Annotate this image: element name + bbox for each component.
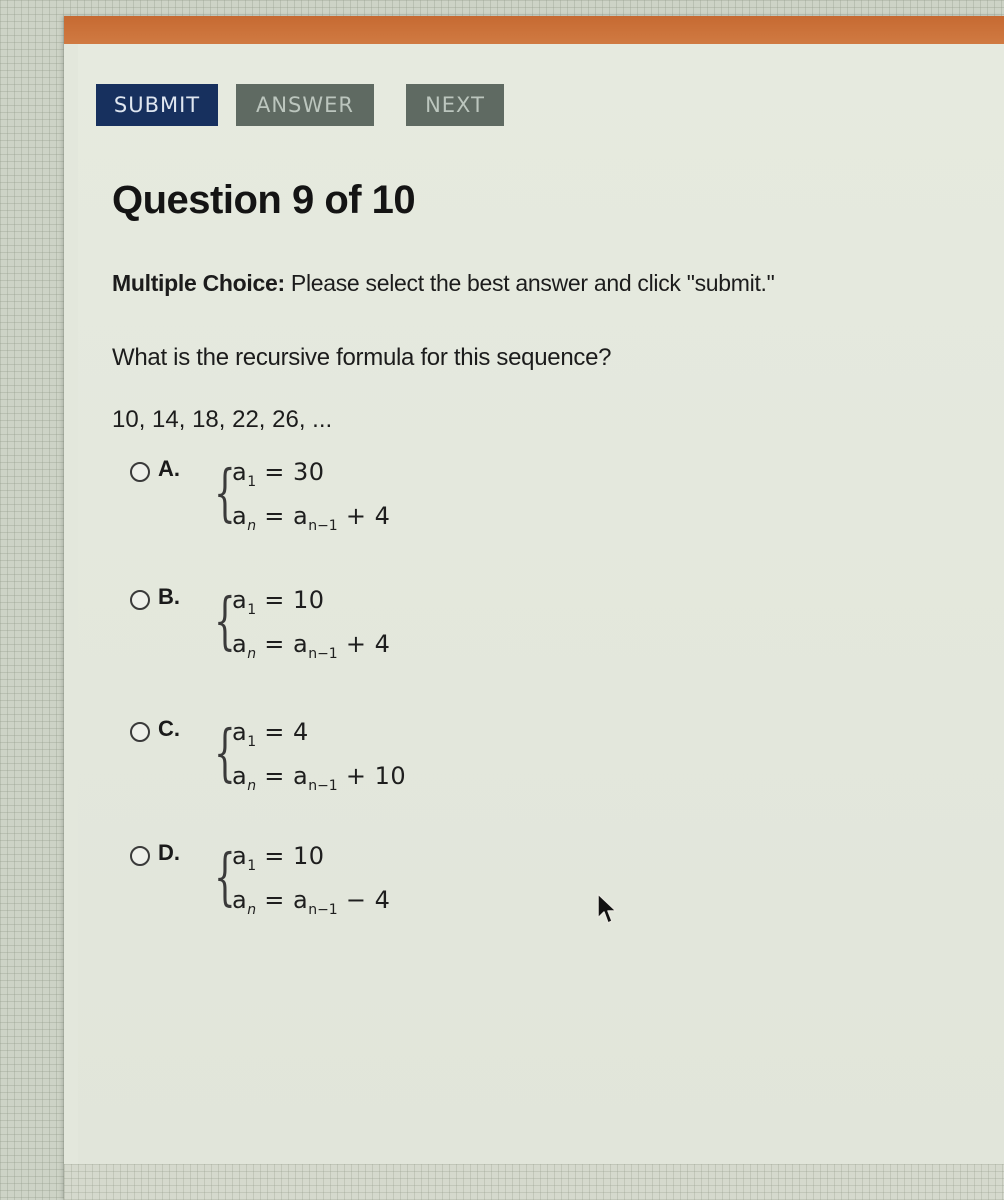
base-value: 4	[293, 718, 309, 746]
choice-c[interactable]	[124, 716, 644, 816]
radio-empty-icon[interactable]	[130, 590, 150, 610]
page-frame	[64, 16, 1004, 1200]
footer-strip	[64, 1164, 1004, 1200]
question-panel	[78, 44, 1004, 1164]
left-brace: {	[214, 716, 236, 789]
radio-empty-icon[interactable]	[130, 846, 150, 866]
next-button[interactable]: NEXT	[406, 84, 504, 126]
radio-empty-icon[interactable]	[130, 462, 150, 482]
recursive-case: $a_n = a_{n-1} + 4$	[232, 502, 391, 534]
question-prompt: What is the recursive formula for this sequence?	[112, 344, 612, 371]
choice-letter: C.	[158, 716, 180, 741]
header-accent-bar	[64, 16, 1004, 44]
left-brace: {	[214, 584, 236, 657]
instruction-body: Please select the best answer and click "submit."	[284, 270, 775, 296]
answer-button[interactable]: ANSWER	[236, 84, 374, 126]
instruction-label: Multiple Choice:	[112, 270, 285, 296]
recursive-value: 10	[374, 762, 407, 790]
sequence-text: 10, 14, 18, 22, 26, ...	[112, 406, 333, 433]
recursive-value: 4	[374, 630, 391, 658]
recursive-value: 4	[374, 886, 391, 914]
choice-b[interactable]	[124, 584, 644, 684]
base-case: $a_1 = 10$	[232, 842, 325, 874]
recursive-case: $a_n = a_{n-1} + 10$	[232, 762, 407, 794]
base-case: $a_1 = 30$	[232, 458, 325, 490]
mouse-pointer-icon	[596, 892, 620, 926]
recursive-case: $a_n = a_{n-1} + 4$	[232, 630, 391, 662]
left-brace: {	[214, 840, 236, 913]
instruction-text	[112, 270, 775, 297]
left-brace: {	[214, 456, 236, 529]
base-case: $a_1 = 4$	[232, 718, 309, 750]
choice-d[interactable]	[124, 840, 644, 940]
recursive-case: $a_n = a_{n-1} - 4$	[232, 886, 391, 918]
choice-letter: A.	[158, 456, 180, 481]
choice-letter: D.	[158, 840, 180, 865]
submit-button[interactable]: SUBMIT	[96, 84, 218, 126]
base-value: 10	[293, 586, 325, 614]
choice-letter: B.	[158, 584, 180, 609]
base-value: 10	[293, 842, 325, 870]
question-title: Question 9 of 10	[112, 178, 416, 222]
base-case: $a_1 = 10$	[232, 586, 325, 618]
base-value: 30	[293, 458, 325, 486]
choice-a[interactable]	[124, 456, 644, 556]
recursive-value: 4	[374, 502, 391, 530]
radio-empty-icon[interactable]	[130, 722, 150, 742]
